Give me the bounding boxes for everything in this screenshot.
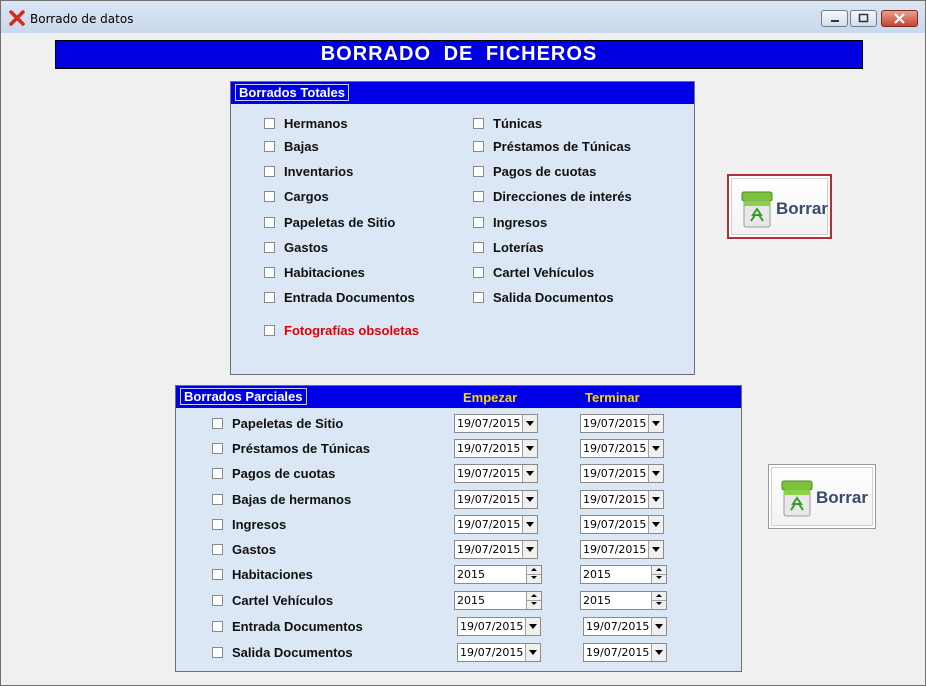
checkbox-label: Ingresos [493, 215, 548, 230]
client-area [9, 33, 919, 681]
year-value: 2015 [583, 568, 611, 581]
checkbox-label: Habitaciones [232, 567, 313, 582]
checkbox-label: Préstamos de Túnicas [232, 441, 370, 456]
year-spinner-end[interactable] [580, 565, 667, 584]
date-value: 19/07/2015 [460, 620, 524, 633]
borrar-parciales-button[interactable] [768, 464, 876, 529]
date-value: 19/07/2015 [586, 646, 650, 659]
checkbox[interactable] [264, 141, 275, 152]
year-spinner-start[interactable] [454, 591, 542, 610]
checkbox[interactable] [264, 118, 275, 129]
recycle-bin-icon [740, 189, 774, 229]
date-value: 19/07/2015 [583, 417, 647, 430]
checkbox-label: Salida Documentos [232, 645, 353, 660]
spin-down-icon[interactable] [652, 574, 666, 582]
checkbox[interactable] [212, 494, 223, 505]
totales-legend: Borrados Totales [235, 84, 349, 101]
chevron-down-icon[interactable] [648, 440, 663, 457]
date-picker-end[interactable] [580, 439, 664, 458]
chevron-down-icon[interactable] [648, 491, 663, 508]
totales-header [231, 82, 694, 104]
page-title: BORRADO DE FICHEROS [55, 40, 863, 69]
checkbox-label: Fotografías obsoletas [284, 323, 420, 338]
chevron-down-icon[interactable] [648, 415, 663, 432]
borrar-parciales-face [771, 467, 873, 526]
chevron-down-icon[interactable] [525, 644, 540, 661]
chevron-down-icon[interactable] [651, 618, 666, 635]
checkbox[interactable] [212, 544, 223, 555]
date-picker-start[interactable] [454, 540, 538, 559]
date-value: 19/07/2015 [460, 646, 524, 659]
chevron-down-icon[interactable] [522, 465, 537, 482]
checkbox[interactable] [264, 166, 275, 177]
spin-down-icon[interactable] [527, 600, 541, 608]
minimize-icon [822, 11, 847, 26]
date-value: 19/07/2015 [457, 467, 521, 480]
minimize-button[interactable] [821, 10, 848, 27]
checkbox[interactable] [473, 292, 484, 303]
date-value: 19/07/2015 [583, 467, 647, 480]
checkbox[interactable] [473, 166, 484, 177]
date-picker-end[interactable] [580, 490, 664, 509]
checkbox[interactable] [212, 519, 223, 530]
date-value: 19/07/2015 [583, 442, 647, 455]
checkbox-label: Pagos de cuotas [493, 164, 597, 179]
chevron-down-icon[interactable] [522, 415, 537, 432]
date-picker-start[interactable] [457, 617, 541, 636]
date-value: 19/07/2015 [457, 493, 521, 506]
chevron-down-icon[interactable] [525, 618, 540, 635]
date-value: 19/07/2015 [583, 518, 647, 531]
date-picker-end[interactable] [580, 515, 664, 534]
date-value: 19/07/2015 [457, 442, 521, 455]
checkbox[interactable] [473, 242, 484, 253]
date-picker-start[interactable] [454, 515, 538, 534]
checkbox[interactable] [212, 418, 223, 429]
checkbox-label: Hermanos [284, 116, 348, 131]
empezar-column-header: Empezar [463, 390, 518, 405]
checkbox-label: Gastos [284, 240, 329, 255]
spin-buttons [526, 566, 541, 583]
checkbox-label: Pagos de cuotas [232, 466, 336, 481]
parciales-header [176, 386, 741, 408]
year-spinner-end[interactable] [580, 591, 667, 610]
year-spinner-start[interactable] [454, 565, 542, 584]
checkbox-label: Bajas [284, 139, 319, 154]
checkbox-label: Loterías [493, 240, 544, 255]
checkbox[interactable] [264, 217, 275, 228]
checkbox[interactable] [264, 242, 275, 253]
checkbox[interactable] [473, 191, 484, 202]
checkbox-label: Túnicas [493, 116, 543, 131]
close-button[interactable] [881, 10, 918, 27]
title-bar [1, 1, 925, 33]
checkbox-label: Cartel Vehículos [493, 265, 595, 280]
date-value: 19/07/2015 [457, 543, 521, 556]
parciales-panel [175, 385, 742, 672]
date-picker-start[interactable] [454, 490, 538, 509]
spin-down-icon[interactable] [652, 600, 666, 608]
checkbox-label: Habitaciones [284, 265, 365, 280]
checkbox[interactable] [212, 595, 223, 606]
date-picker-start[interactable] [454, 439, 538, 458]
terminar-column-header: Terminar [585, 390, 640, 405]
borrar-totales-label: Borrar [776, 199, 828, 218]
chevron-down-icon[interactable] [522, 440, 537, 457]
checkbox-label: Entrada Documentos [232, 619, 363, 634]
checkbox[interactable] [264, 292, 275, 303]
chevron-down-icon[interactable] [648, 541, 663, 558]
maximize-button[interactable] [850, 10, 877, 27]
chevron-down-icon[interactable] [648, 516, 663, 533]
checkbox-label: Cargos [284, 189, 329, 204]
spin-buttons [651, 566, 666, 583]
checkbox[interactable] [473, 141, 484, 152]
checkbox[interactable] [212, 621, 223, 632]
checkbox-label: Papeletas de Sitio [284, 215, 396, 230]
checkbox-label: Entrada Documentos [284, 290, 415, 305]
checkbox[interactable] [264, 325, 275, 336]
checkbox[interactable] [473, 217, 484, 228]
borrar-totales-face [731, 178, 828, 235]
date-value: 19/07/2015 [583, 493, 647, 506]
spin-buttons [526, 592, 541, 609]
close-x-app-icon [9, 10, 25, 26]
chevron-down-icon[interactable] [522, 491, 537, 508]
chevron-down-icon[interactable] [651, 644, 666, 661]
checkbox-label: Inventarios [284, 164, 354, 179]
year-value: 2015 [583, 594, 611, 607]
checkbox[interactable] [212, 443, 223, 454]
date-picker-start[interactable] [457, 643, 541, 662]
checkbox[interactable] [212, 647, 223, 658]
date-picker-end[interactable] [583, 643, 667, 662]
spin-down-icon[interactable] [527, 574, 541, 582]
chevron-down-icon[interactable] [648, 465, 663, 482]
date-picker-end[interactable] [580, 540, 664, 559]
close-icon [882, 11, 917, 26]
checkbox-label: Ingresos [232, 517, 287, 532]
date-value: 19/07/2015 [586, 620, 650, 633]
checkbox-label: Papeletas de Sitio [232, 416, 344, 431]
checkbox[interactable] [264, 267, 275, 278]
date-picker-start[interactable] [454, 464, 538, 483]
date-value: 19/07/2015 [457, 417, 521, 430]
chevron-down-icon[interactable] [522, 541, 537, 558]
checkbox[interactable] [212, 569, 223, 580]
checkbox-label: Bajas de hermanos [232, 492, 352, 507]
year-value: 2015 [457, 594, 485, 607]
checkbox-label: Gastos [232, 542, 277, 557]
checkbox[interactable] [264, 191, 275, 202]
borrar-parciales-label: Borrar [816, 488, 868, 507]
checkbox-label: Direcciones de interés [493, 189, 632, 204]
date-value: 19/07/2015 [583, 543, 647, 556]
checkbox[interactable] [212, 468, 223, 479]
parciales-legend: Borrados Parciales [180, 388, 307, 405]
date-picker-end[interactable] [580, 414, 664, 433]
checkbox-label: Salida Documentos [493, 290, 614, 305]
checkbox-label: Préstamos de Túnicas [493, 139, 631, 154]
totales-panel [230, 81, 695, 375]
window-title: Borrado de datos [30, 12, 134, 26]
maximize-icon [851, 11, 876, 26]
chevron-down-icon[interactable] [522, 516, 537, 533]
date-picker-end[interactable] [580, 464, 664, 483]
checkbox[interactable] [473, 267, 484, 278]
checkbox[interactable] [473, 118, 484, 129]
recycle-bin-icon [780, 478, 814, 518]
checkbox-label: Cartel Vehículos [232, 593, 334, 608]
date-picker-end[interactable] [583, 617, 667, 636]
borrar-totales-button[interactable] [727, 174, 832, 239]
spin-buttons [651, 592, 666, 609]
year-value: 2015 [457, 568, 485, 581]
date-value: 19/07/2015 [457, 518, 521, 531]
date-picker-start[interactable] [454, 414, 538, 433]
